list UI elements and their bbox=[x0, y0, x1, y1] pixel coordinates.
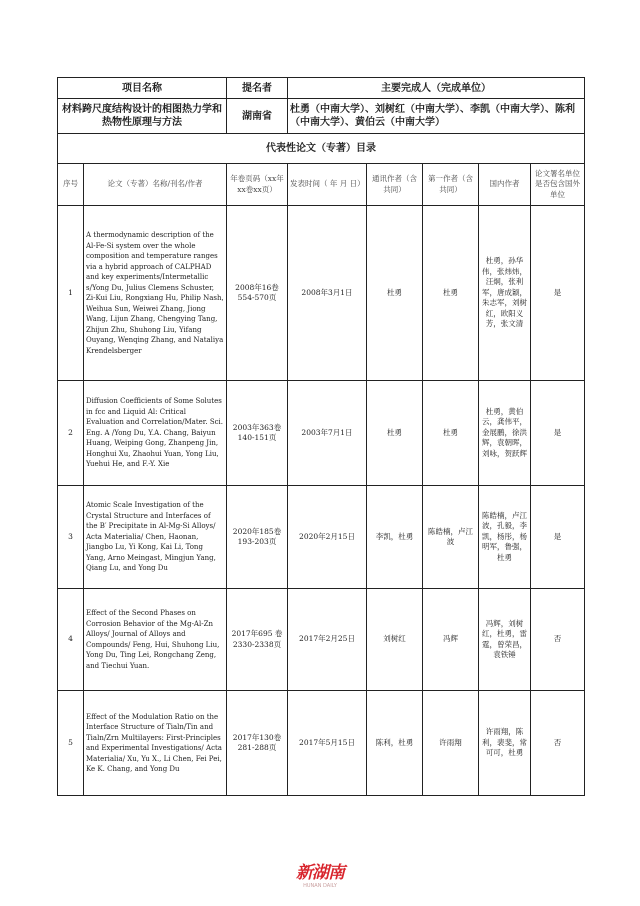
foreign-unit: 是 bbox=[531, 486, 585, 589]
col-header: 国内作者 bbox=[479, 164, 531, 206]
paper-title: Effect of the Second Phases on Corrosion Behavior of the Mg-Al-Zn Alloys/ Journal of Alloys and Compounds/ Feng, Hui, Shuhong Liu, Yong Du, Ting Lei, Rongchang Zeng, and Tiechui Yuan. bbox=[84, 589, 227, 691]
paper-title: A thermodynamic description of the Al-Fe-Si system over the whole composition and temperature ranges via a hybrid approach of CALPHAD and key experiments/Intermetallic s/Yong Du, Julius Clemens Schuster, Zi-Kui Liu, Rongxiang Hu, Philip Nash, Weihua Sun, Weiwei Zhang, Jiong Wang, Lijun Zhang, Chengying Tang, Zhijun Zhu, Shuhong Liu, Yifang Ouyang, Wenqing Zhang, and Nataliya Krendelsberger bbox=[84, 206, 227, 381]
row-number: 3 bbox=[58, 486, 84, 589]
project-name-header: 项目名称 bbox=[58, 78, 227, 99]
hunan-daily-logo bbox=[290, 858, 350, 889]
foreign-unit: 否 bbox=[531, 589, 585, 691]
foreign-unit: 是 bbox=[531, 206, 585, 381]
corresponding-author: 刘树红 bbox=[367, 589, 423, 691]
nominator-header: 提名者 bbox=[227, 78, 288, 99]
paper-title: Effect of the Modulation Ratio on the Interface Structure of Tialn/Tin and Tialn/Zrn Multilayers: First-Principles and Experimental Investigations/ Acta Materialia/ Xu, Yu X., Li Chen, Fei Pei, Ke K. Chang, and Yong Du bbox=[84, 691, 227, 796]
col-header: 论文署名单位是否包含国外单位 bbox=[531, 164, 585, 206]
project-name: 材料跨尺度结构设计的相图热力学和热物性原理与方法 bbox=[58, 99, 227, 134]
volume-pages: 2017年695 卷2330-2338页 bbox=[227, 589, 288, 691]
domestic-authors: 冯辉，刘树红，杜勇，雷霆，曾荣昌，袁铁锤 bbox=[479, 589, 531, 691]
col-header: 序号 bbox=[58, 164, 84, 206]
row-number: 5 bbox=[58, 691, 84, 796]
table-row bbox=[58, 589, 585, 691]
table-row bbox=[58, 381, 585, 486]
table-row bbox=[58, 691, 585, 796]
publish-date: 2008年3月1日 bbox=[288, 206, 367, 381]
publish-date: 2003年7月1日 bbox=[288, 381, 367, 486]
domestic-authors: 杜勇，孙华伟，张炜炜，汪炯，张利军，唐成颖，朱志军，刘树红，欧阳义芳，张文清 bbox=[479, 206, 531, 381]
first-author: 杜勇 bbox=[423, 381, 479, 486]
row-number: 4 bbox=[58, 589, 84, 691]
nominator: 湖南省 bbox=[227, 99, 288, 134]
first-author: 陈皓楠，卢江波 bbox=[423, 486, 479, 589]
corresponding-author: 杜勇 bbox=[367, 206, 423, 381]
domestic-authors: 陈皓楠，卢江波，孔毅，李凯，杨彤，杨明军，鲁强，杜勇 bbox=[479, 486, 531, 589]
first-author: 许雨翔 bbox=[423, 691, 479, 796]
publish-date: 2017年2月25日 bbox=[288, 589, 367, 691]
section-title: 代表性论文（专著）目录 bbox=[58, 134, 585, 164]
col-header: 第一作者（含共同） bbox=[423, 164, 479, 206]
paper-title: Atomic Scale Investigation of the Crystal Structure and Interfaces of the B′ Precipitate in Al-Mg-Si Alloys/ Acta Materialia/ Chen, Haonan, Jiangbo Lu, Yi Kong, Kai Li, Tong Yang, Arno Meingast, Mingjun Yang, Qiang Lu, and Yong Du bbox=[84, 486, 227, 589]
volume-pages: 2008年16卷554-570页 bbox=[227, 206, 288, 381]
first-author: 冯辉 bbox=[423, 589, 479, 691]
foreign-unit: 是 bbox=[531, 381, 585, 486]
publish-date: 2017年5月15日 bbox=[288, 691, 367, 796]
table-row bbox=[58, 486, 585, 589]
col-header: 通讯作者（含共同） bbox=[367, 164, 423, 206]
corresponding-author: 陈利，杜勇 bbox=[367, 691, 423, 796]
logo-subtext: HUNAN DAILY bbox=[303, 883, 337, 889]
foreign-unit: 否 bbox=[531, 691, 585, 796]
table-row bbox=[58, 206, 585, 381]
corresponding-author: 杜勇 bbox=[367, 381, 423, 486]
paper-table bbox=[57, 77, 585, 796]
corresponding-author: 李凯，杜勇 bbox=[367, 486, 423, 589]
completers-header: 主要完成人（完成单位） bbox=[288, 78, 585, 99]
col-header: 发表时间（ 年 月 日） bbox=[288, 164, 367, 206]
publish-date: 2020年2月15日 bbox=[288, 486, 367, 589]
volume-pages: 2003年363卷140-151页 bbox=[227, 381, 288, 486]
row-number: 2 bbox=[58, 381, 84, 486]
row-number: 1 bbox=[58, 206, 84, 381]
col-header: 论文（专著）名称/刊名/作者 bbox=[84, 164, 227, 206]
domestic-authors: 杜勇，黄伯云，龚伟平，金展鹏，徐洪辉，袁朝晖，刘咏，贺跃辉 bbox=[479, 381, 531, 486]
domestic-authors: 许雨翔，陈利，裴斐，常可可，杜勇 bbox=[479, 691, 531, 796]
volume-pages: 2020年185卷193-203页 bbox=[227, 486, 288, 589]
volume-pages: 2017年130卷281-288页 bbox=[227, 691, 288, 796]
first-author: 杜勇 bbox=[423, 206, 479, 381]
paper-title: Diffusion Coefficients of Some Solutes in fcc and Liquid Al: Critical Evaluation and Correlation/Mater. Sci. Eng. A /Yong Du, Y.A. Chang, Baiyun Huang, Weiping Gong, Zhanpeng Jin, Honghui Xu, Zhaohui Yuan, Yong Liu, Yuehui He, and F.-Y. Xie bbox=[84, 381, 227, 486]
col-header: 年卷页码（xx年xx卷xx页） bbox=[227, 164, 288, 206]
logo-text: 新湖南 bbox=[296, 863, 344, 883]
completers: 杜勇（中南大学）、刘树红（中南大学）、李凯（中南大学）、陈利（中南大学）、黄伯云（中南大学） bbox=[288, 99, 585, 134]
